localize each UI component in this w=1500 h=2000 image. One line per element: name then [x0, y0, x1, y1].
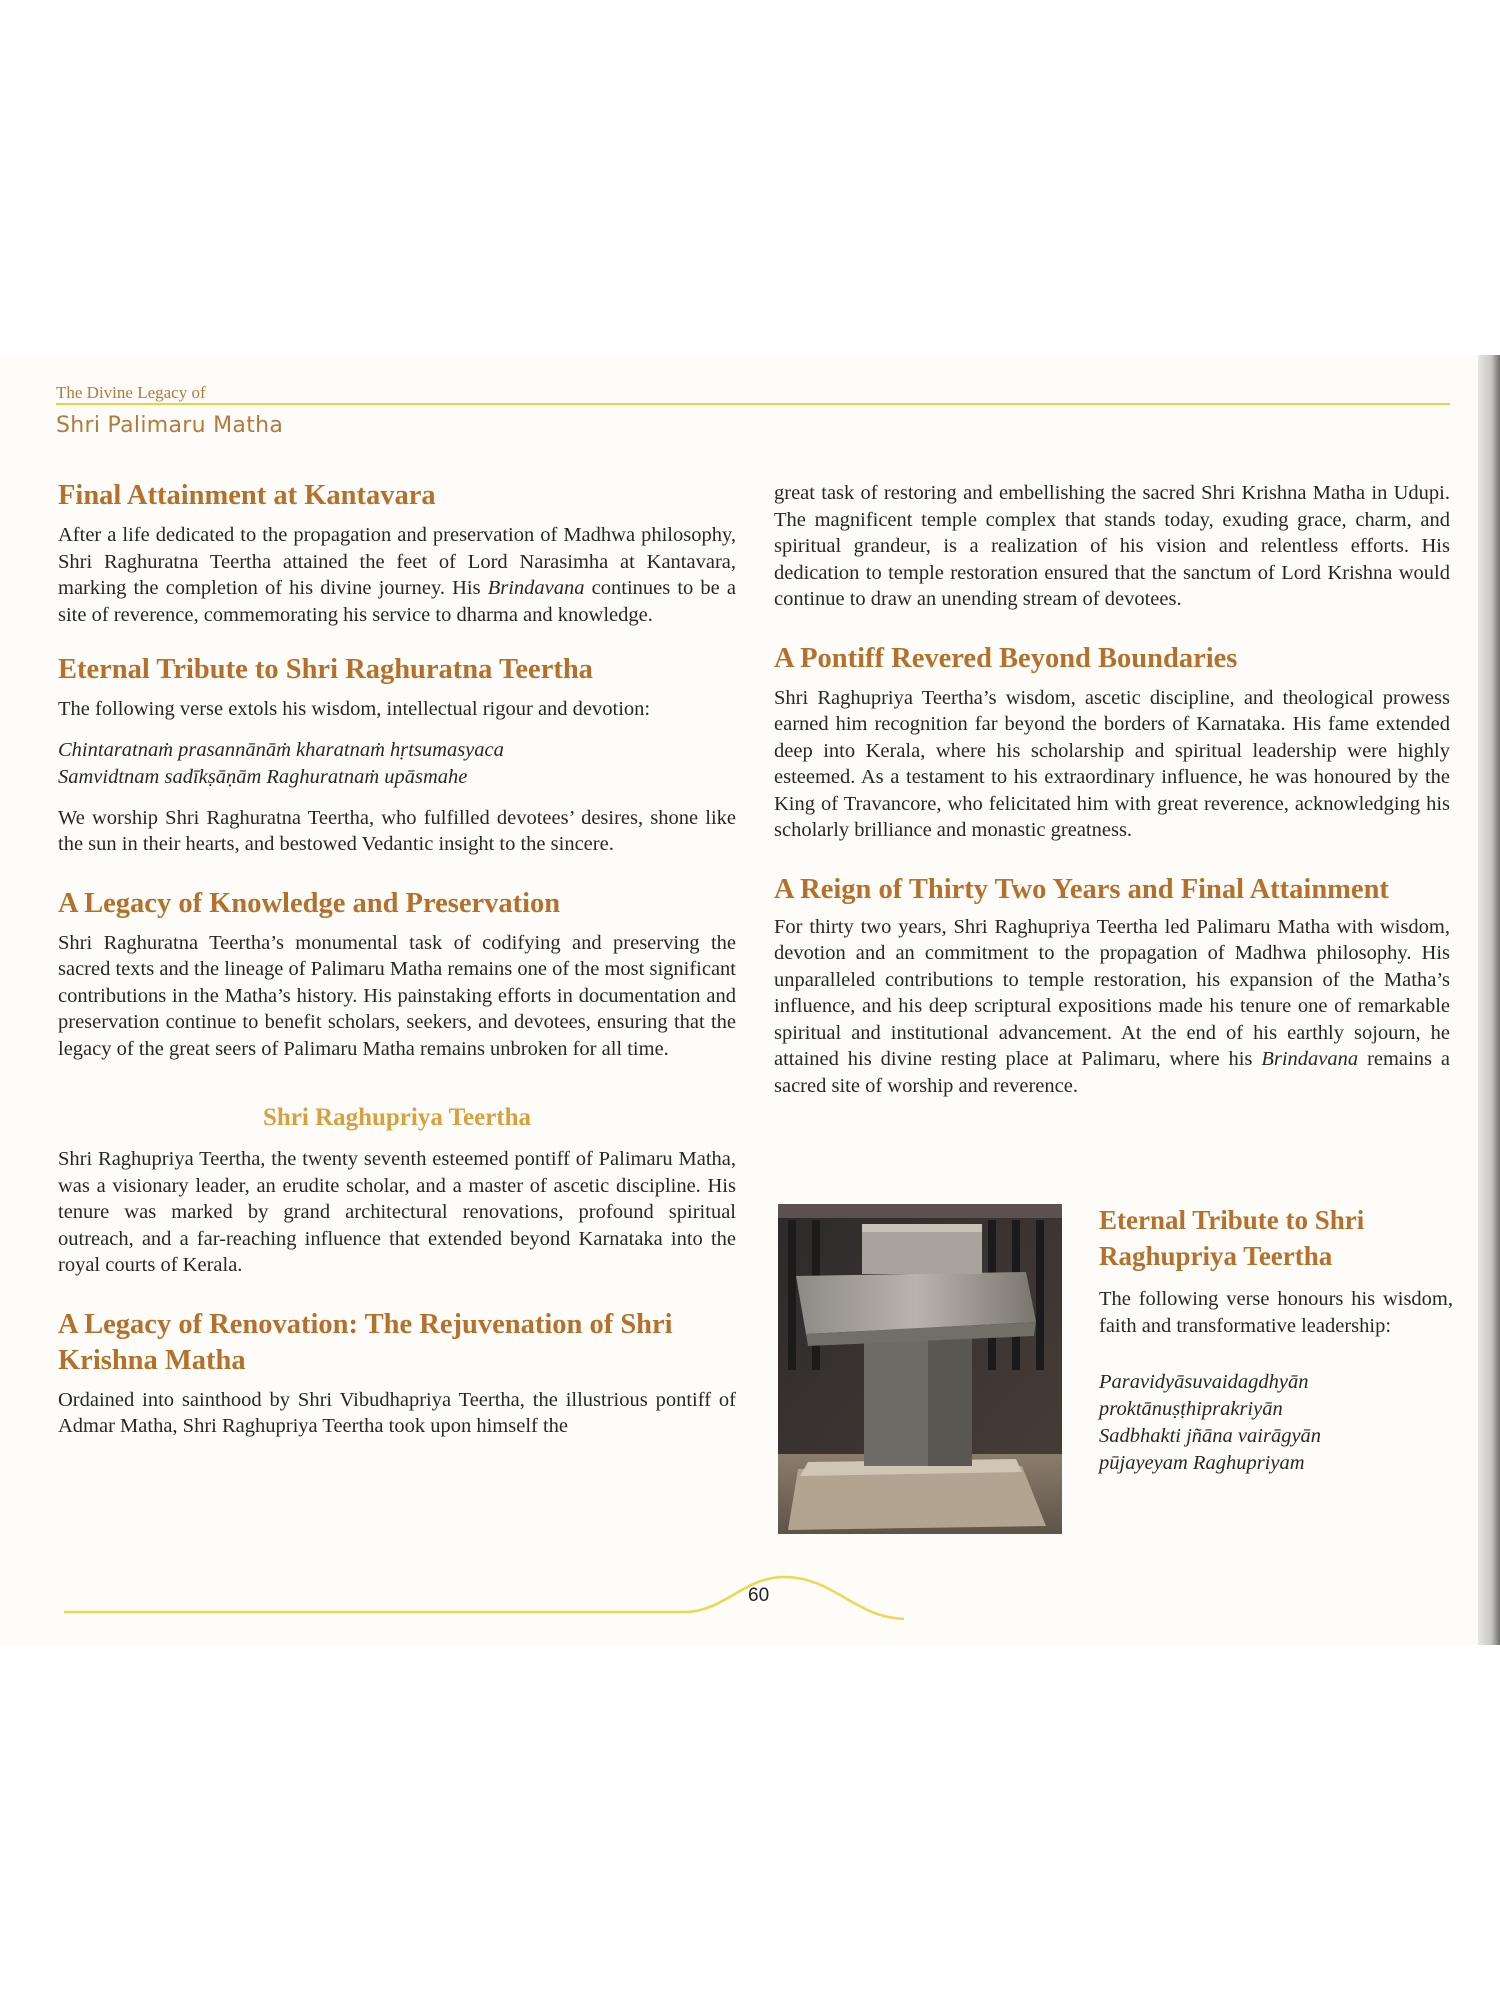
section-title-pontiff-revered: A Pontiff Revered Beyond Boundaries: [774, 642, 1238, 674]
section-title-reign: A Reign of Thirty Two Years and Final Attainment: [774, 873, 1389, 905]
verse-line: proktānuṣṭhiprakriyān: [1099, 1398, 1283, 1420]
right-column: [774, 480, 1450, 1099]
section-paragraph: Shri Raghuratna Teertha’s monumental task of codifying and preserving the sacred texts and the lineage of Palimaru Matha remains one of the most significant contributions in the Matha’s history. His painstaking efforts in documentation and preservation continue to benefit scholars, seekers, and devotees, ensuring that the legacy of the great seers of Palimaru Matha remains unbroken for all time.: [58, 931, 737, 1060]
verse-line: Samvidtnam sadīkṣāṇām Raghuratnaṁ upāsmahe: [58, 765, 468, 788]
brindavana-illustration: [778, 1204, 1062, 1534]
subsection-heading-wrap: [58, 1100, 736, 1136]
footer-swoosh: [64, 1565, 904, 1625]
running-header-line2: Shri Palimaru Matha: [56, 413, 284, 438]
section-title-raghupriya: Shri Raghupriya Teertha: [262, 1104, 532, 1131]
verse-block: [58, 737, 736, 791]
section-title-eternal-tribute: Eternal Tribute to Shri Raghuratna Teertha: [58, 654, 593, 685]
page-edge: [1478, 355, 1500, 1645]
page-number: 60: [748, 1585, 770, 1606]
brindavana-photo: [778, 1204, 1062, 1534]
section-title-tribute-raghupriya: Eternal Tribute to Shri Raghupriya Teertha: [1099, 1205, 1365, 1271]
section-title-final-attainment: Final Attainment at Kantavara: [58, 480, 436, 511]
verse-line: Paravidyāsuvaidagdhyān: [1099, 1371, 1309, 1393]
verse-line: pūjayeyam Raghupriyam: [1099, 1452, 1305, 1474]
section-paragraph: After a life dedicated to the propagation and preservation of Madhwa philosophy, Shri Raghuratna Teertha attained the feet of Lord Narasimha at Kantavara, marking the completion of his divine journey. His Brindavana continues to be a site of reverence, commemorating his service to dharma and knowledge.: [58, 524, 736, 626]
section-paragraph: For thirty two years, Shri Raghupriya Teertha led Palimaru Matha with wisdom, devotion and an commitment to the propagation of Madhwa philosophy. His unparalleled contributions to temple restoration, his expansion of the Matha’s influence, and his deep scriptural expositions made his tenure one of remarkable spiritual and institutional advancement. At the end of his earthly sojourn, he attained his divine resting place at Palimaru, where his Brindavana remains a sacred site of worship and reverence.: [774, 915, 1450, 1097]
left-column: [58, 478, 736, 1440]
verse-meaning: We worship Shri Raghuratna Teertha, who fulfilled devotees’ desires, shone like the sun in their hearts, and bestowed Vedantic insight to the sincere.: [58, 806, 736, 855]
verse-intro: The following verse extols his wisdom, intellectual rigour and devotion:: [58, 698, 651, 720]
section-title-legacy-knowledge: A Legacy of Knowledge and Preservation: [58, 887, 561, 919]
verse-line: Sadbhakti jñāna vairāgyān: [1099, 1425, 1322, 1447]
verse-intro: The following verse honours his wisdom, faith and transformative leadership:: [1099, 1288, 1453, 1337]
verse-line: Chintaratnaṁ prasannānāṁ kharatnaṁ hṛtsumasyaca: [58, 738, 504, 761]
right-tribute-block: [1099, 1202, 1453, 1477]
section-paragraph: Ordained into sainthood by Shri Vibudhapriya Teertha, the illustrious pontiff of Admar Matha, Shri Raghupriya Teertha took upon himself the: [58, 1388, 736, 1437]
section-paragraph: Shri Raghupriya Teertha’s wisdom, ascetic discipline, and theological prowess earned him recognition far beyond the borders of Karnataka. His fame extended deep into Kerala, where his scholarship and spiritual leadership were highly esteemed. As a testament to his extraordinary influence, he was honoured by the King of Travancore, who felicitated him with great reverence, acknowledging his scholarly brilliance and monastic greatness.: [774, 686, 1450, 841]
running-header-line1: The Divine Legacy of: [56, 383, 206, 402]
verse-block: [1099, 1369, 1453, 1477]
section-paragraph: Shri Raghupriya Teertha, the twenty seventh esteemed pontiff of Palimaru Matha, was a visionary leader, an erudite scholar, and a master of ascetic discipline. His tenure was marked by grand architectural renovations, profound spiritual outreach, and a far-reaching influence that extended beyond Karnataka into the royal courts of Kerala.: [58, 1148, 736, 1276]
section-title-legacy-renovation: A Legacy of Renovation: The Rejuvenation of Shri Krishna Matha: [58, 1308, 673, 1376]
continued-paragraph: great task of restoring and embellishing the sacred Shri Krishna Matha in Udupi. The magnificent temple complex that stands today, exuding grace, charm, and spiritual grandeur, is a realization of his vision and relentless efforts. His dedication to temple restoration ensured that the sanctum of Lord Krishna would continue to draw an unending stream of devotees.: [774, 482, 1450, 610]
header-rule: [56, 403, 1450, 405]
